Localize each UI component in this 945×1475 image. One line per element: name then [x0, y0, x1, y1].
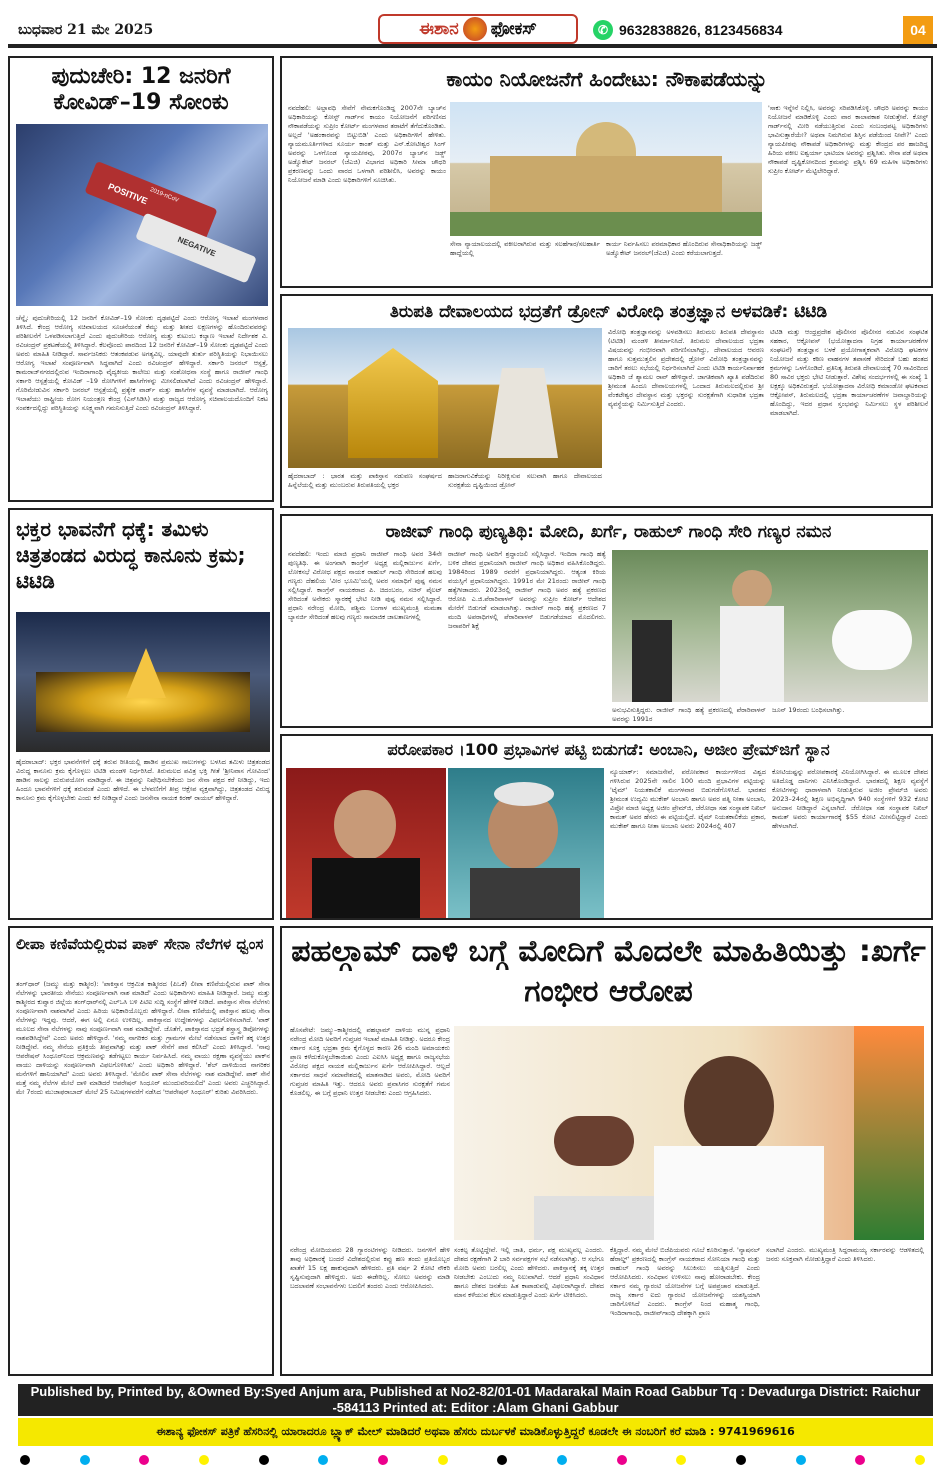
- kharge-col3: ಕೆತ್ತಿದ್ದಾರೆ. ನಮ್ಮ ಮೇಲೆ ಬಿಜೆಪಿಯವರು ಗೂಬೆ ಕೂರಿಸುತ್ತಾರೆ. 'ನ್ಯಾಷನಲ್ ಹೆರಾಲ್ಡ್' ಪ್ರಕರಣದಲ್ಲಿ ಕಾಂಗ್ರೆಸ್ ನಾಯಕರಾದ ಸೋನಿಯಾ ಗಾಂಧಿ ಮತ್ತು ರಾಹುಲ್ ಗಾಂಧಿ ಅವರನ್ನು ಸಿಲುಕಿಸಲು ಯತ್ನಿಸುತ್ತಿದೆ ಎಂದು ಆರೋಪಿಸಿದರು. ಸಂವಿಧಾನ ಉಳಿಸಲು ನಾವು ಹೋರಾಡಬೇಕು. ಕೇಂದ್ರ ಸರ್ಕಾರ ನಮ್ಮ ಗ್ಯಾರಂಟಿ ಯೋಜನೆಗಳ ಬಗ್ಗೆ ಅಪಪ್ರಚಾರ ಮಾಡುತ್ತಿದೆ. ರಾಜ್ಯ ಸರ್ಕಾರ ಐದು ಗ್ಯಾರಂಟಿ ಯೋಜನೆಗಳನ್ನು ಯಶಸ್ವಿಯಾಗಿ ಜಾರಿಗೊಳಿಸಿದೆ ಎಂದರು. ಕಾಂಗ್ರೆಸ್ ನಿಂದ ಮಹಾತ್ಮ ಗಾಂಧಿ, ಇಂದಿರಾಗಾಂಧಿ, ರಾಜೀವ್‌ಗಾಂಧಿ ದೇಶಕ್ಕಾಗಿ ಪ್ರಾಣ: [610, 1246, 760, 1317]
- reg-dot: [139, 1455, 149, 1465]
- article-devotees: [8, 508, 274, 920]
- reg-dot: [617, 1455, 627, 1465]
- brand-emblem-icon: [463, 17, 487, 41]
- tirumala-night-photo: [16, 612, 270, 752]
- reg-dot: [259, 1455, 269, 1465]
- brand-name-part2: ಫೋಕಸ್: [490, 19, 537, 39]
- headline-devotees[interactable]: ಭಕ್ತರ ಭಾವನೆಗೆ ಧಕ್ಕೆ: ತಮಿಳು ಚಿತ್ರತಂಡದ ವಿರುದ್ಧ ಕಾನೂನು ಕ್ರಮ; ಟಿಟಿಡಿ: [16, 517, 246, 593]
- reg-dot: [497, 1455, 507, 1465]
- brand-name-part1: ಈಶಾನ: [419, 19, 459, 39]
- phone-numbers: 9632838826, 8123456834: [619, 22, 783, 38]
- reg-dot: [318, 1455, 328, 1465]
- reg-dot: [199, 1455, 209, 1465]
- philanthropy-col1: ನ್ಯೂಯಾರ್ಕ್: ಸಮಾಜಸೇವೆ, ಪರೋಪಕಾರ ಕಾರ್ಯಗಳಿಂದ ವಿಶ್ವದ ಗಳಿಸಿರುವ 2025ನೇ ಸಾಲಿನ 100 ಮಂದಿ ಪ್ರಭಾವಿಗಳ ಪಟ್ಟಿಯನ್ನು 'ಟೈಮ್' ನಿಯತಕಾಲಿಕೆ ಮಂಗಳವಾರ ಬಿಡುಗಡೆಗೊಳಿಸಿದೆ. ಭಾರತದ ಶ್ರೀಮಂತ ಉದ್ಯಮಿ ಮುಕೇಶ್ ಅಂಬಾನಿ ಹಾಗೂ ಅವರ ಪತ್ನಿ ನೀತಾ ಅಂಬಾನಿ, ವಿಪ್ರೋ ಮಾಜಿ ಅಧ್ಯಕ್ಷ ಅಜೀಂ ಪ್ರೇಮ್‌ಜಿ, ಜೆರೋಧಾ ಸಹ ಸಂಸ್ಥಾಪಕ ನಿಖಿಲ್ ಕಾಮತ್ ಅವರ ಹೆಸರು ಈ ಪಟ್ಟಿಯಲ್ಲಿದೆ. ಟೈಮ್ ನಿಯತಕಾಲಿಕೆಯ ಪ್ರಕಾರ, ಮುಕೇಶ್ ಹಾಗೂ ನೀತಾ ಅಂಬಾನಿ ಅವರು 2024ರಲ್ಲಿ 407: [610, 768, 766, 830]
- issue-date: ಬುಧವಾರ 21 ಮೇ 2025: [18, 22, 154, 38]
- body-covid: ಚೆನ್ನೈ: ಪುದುಚೇರಿಯಲ್ಲಿ 12 ಜನರಿಗೆ ಕೋವಿಡ್–19 ಸೋಂಕು ದೃಢಪಟ್ಟಿದೆ ಎಂದು ಆರೋಗ್ಯ ಇಲಾಖೆ ಮಂಗಳವಾರ ತಿಳಿಸಿದೆ. ಕೇಂದ್ರ ಆರೋಗ್ಯ ಸಚಿವಾಲಯದ ಸೂಚನೆಯಂತೆ ಕೆಮ್ಮು ಮತ್ತು ಶೀತದ ಲಕ್ಷಣಗಳನ್ನು ಹೊಂದಿರುವವರನ್ನು ಪರಿಶೀಲನೆಗೆ ಒಳಪಡಿಸಲಾಗುತ್ತಿದೆ ಎಂದು ಪುದುಚೇರಿಯ ಆರೋಗ್ಯ ಮತ್ತು ಕುಟುಂಬ ಕಲ್ಯಾಣ ಇಲಾಖೆ ನಿರ್ದೇಶಕ ವಿ. ರವಿಚಂದ್ರನ್ ಪ್ರಕಟಣೆಯಲ್ಲಿ ತಿಳಿಸಿದ್ದಾರೆ. ಕೆಲವೊಂದು ಪಾರದಿಂದ 12 ಜನರಿಗೆ ಕೋವಿಡ್–19 ಸೋಂಕು ದೃಢಪಟ್ಟಿದೆ ಎಂದು ಅವರು ಮಾಹಿತಿ ನೀಡಿದ್ದಾರೆ. ಸಾರ್ವಜನಿಕರು ಆತಂಕಪಡುವ ಅಗತ್ಯವಿಲ್ಲ. ಯಾವುದೇ ತುರ್ತು ಪರಿಸ್ಥಿತಿಯನ್ನು ನಿಭಾಯಿಸಲು ಆರೋಗ್ಯ ಇಲಾಖೆ ಸಂಪೂರ್ಣವಾಗಿ ಸಿದ್ಧವಾಗಿದೆ ಎಂದು ರವಿಚಂದ್ರನ್ ಹೇಳಿದ್ದಾರೆ. ಸರ್ಕಾರಿ ಜನರಲ್ ಆಸ್ಪತ್ರೆ, ಕಾಮರಾಜ್‌ನಗರದಲ್ಲಿರುವ ಇಂದಿರಾಗಾಂಧಿ ವೈದ್ಯಕೀಯ ಕಾಲೇಜು ಮತ್ತು ಸಂಶೋಧನಾ ಸಂಸ್ಥೆ ಹಾಗೂ ರಾಜೀವ್ ಗಾಂಧಿ ಸರ್ಕಾರಿ ಆಸ್ಪತ್ರೆಯಲ್ಲಿ ಕೋವಿಡ್ –19 ರೋಗಿಗಳಿಗೆ ಹಾಸಿಗೆಗಳನ್ನು ಮೀಸಲಿಡಲಾಗಿದೆ ಎಂದು ರವಿಚಂದ್ರನ್ ಹೇಳಿದ್ದಾರೆ. ಗೊರಿಮೇಡುವಿನ ಸರ್ಕಾರಿ ಜನರಲ್ ಆಸ್ಪತ್ರೆಯಲ್ಲಿ ಪ್ರತ್ಯೇಕ ವಾರ್ಡ್ ಮತ್ತು ಹಾಸಿಗೆಗಳ ವ್ಯವಸ್ಥೆ ಮಾಡಲಾಗಿದೆ. ಆರೋಗ್ಯ ಇಲಾಖೆಯು ರಾಷ್ಟ್ರೀಯ ರೋಗ ನಿಯಂತ್ರಣ ಕೇಂದ್ರ (ಎನ್‌ಸಿಡಿಸಿ) ಮತ್ತು ರಾಜ್ಯದ ಆರೋಗ್ಯ ಸಚಿವಾಲಯದೊಂದಿಗೆ ನಿಕಟ ಸಂಪರ್ಕದಲ್ಲಿದ್ದು ಪರಿಸ್ಥಿತಿಯನ್ನು ಸೂಕ್ಷ್ಮವಾಗಿ ಗಮನಿಸುತ್ತಿದೆ ಎಂದು ರವಿಚಂದ್ರನ್ ತಿಳಿಸಿದ್ದಾರೆ.: [16, 314, 268, 412]
- reg-dot: [438, 1455, 448, 1465]
- headline-covid[interactable]: ಪುದುಚೇರಿ: 12 ಜನರಿಗೆ ಕೋವಿಡ್–19 ಸೋಂಕು: [51, 64, 231, 115]
- tirupati-col2: ಹಾಜರಾಗುವಿಕೆಯನ್ನು ನಿರೀಕ್ಷಿಸುವ ಸಲುವಾಗಿ ಹಾಗೂ ದೇವಾಲಯದ ಸುರಕ್ಷತೆಯ ದೃಷ್ಟಿಯಿಂದ ಡ್ರೋನ್: [448, 472, 602, 489]
- rajiv-col3: ಅನುಭವಿಸುತ್ತಿದ್ದರು. ರಾಜೀವ್ ಗಾಂಧಿ ಹತ್ಯೆ ಪ್ರಕರಣದಲ್ಲಿ ಪೆರಾರಿವಾಳನ್ ಅವರನ್ನು 1991ರ: [612, 706, 766, 723]
- covid-test-photo: [16, 124, 268, 306]
- reg-dot: [676, 1455, 686, 1465]
- body-pak-posts: ತಂಗ್‌ಧಾರ್ (ಜಮ್ಮು ಮತ್ತು ಕಾಶ್ಮೀರ): 'ಪಾಕಿಸ್ತಾನ ಆಕ್ರಮಿತ ಕಾಶ್ಮೀರದ (ಪಿಒಕೆ) ಲೀಪಾ ಕಣಿವೆಯಲ್ಲಿರುವ ಪಾಕ್ ಸೇನಾ ನೆಲೆಗಳನ್ನು ಭಾರತೀಯ ಸೇನೆಯು ಸಂಪೂರ್ಣವಾಗಿ ನಾಶ ಮಾಡಿದೆ' ಎಂದು ಅಧಿಕಾರಿಗಳು ಮಾಹಿತಿ ನೀಡಿದ್ದಾರೆ. ಜಮ್ಮು ಮತ್ತು ಕಾಶ್ಮೀರದ ಕುಪ್ವಾರ ಜಿಲ್ಲೆಯ ತಂಗ್‌ಧಾರ್‌ನಲ್ಲಿ ಎಲ್‌ಒಸಿ ಬಳಿ ಪಿಟಿಐ ಸುದ್ದಿ ಸಂಸ್ಥೆಗೆ ಹೇಳಿಕೆ ನೀಡಿದೆ. ಪಾಕಿಸ್ತಾನ ಸೇನಾ ನೆಲೆಗಳು ಸಂಪೂರ್ಣವಾಗಿ ನಾಶವಾಗಿವೆ ಎಂದು ಹಿರಿಯ ಅಧಿಕಾರಿಯೊಬ್ಬರು ಹೇಳಿದ್ದಾರೆ. ಲೀಪಾ ಕಣಿವೆಯಲ್ಲಿ ಪಾಕಿಸ್ತಾನ ಹಲವು ಸೇನಾ ನೆಲೆಗಳನ್ನು ಇದ್ದವು. ಆದರೆ, ಈಗ ಅಲ್ಲಿ ಏನೂ ಉಳಿದಿಲ್ಲ. ಪಾಕಿಸ್ತಾನದ ಉದ್ದೇಶಗಳನ್ನು ವಿಫಲಗೊಳಿಸಲಾಗಿದೆ. 'ಪಾಕ್ ಮೂಲದ ಸೇನಾ ನೆಲೆಗಳನ್ನು ನಾವು ಸಂಪೂರ್ಣವಾಗಿ ನಾಶ ಮಾಡಿದ್ದೇವೆ. ಜೊತೆಗೆ, ಪಾಕಿಸ್ತಾನದ ಭದ್ರತೆ ಶಸ್ತ್ರಾಸ್ತ್ರ ಡಿಪೋಗಳನ್ನು ನಾಶಪಡಿಸಿದ್ದೇವೆ' ಎಂದು ಅವರು ಹೇಳಿದ್ದಾರೆ. 'ನಮ್ಮ ನಾಗರಿಕರ ಮತ್ತು ಗ್ರಾಮಗಳ ಮೇಲೆ ನಡೆಸಲಾದ ದಾಳಿಗೆ ತಕ್ಕ ಉತ್ತರ ನೀಡಿದ್ದೇವೆ. ನಮ್ಮ ಸೇನೆಯ ಪ್ರತಿಕ್ರಿಯೆ ತೀವ್ರವಾಗಿತ್ತು ಮತ್ತು ಪಾಕ್ ಸೇನೆಗೆ ಪಾಠ ಕಲಿಸಿದೆ' ಎಂದು ತಿಳಿಸಿದ್ದಾರೆ. 'ನಾವು ಆಪರೇಷನ್ ಸಿಂಧೂರ್‌ನಿಂದ ಆಕ್ರಮಣವನ್ನು ತಡೆಗಟ್ಟಲು ಕಾರ್ಯ ನಿರ್ವಹಿಸಿದೆ. ನಮ್ಮ ವಾಯು ರಕ್ಷಣಾ ವ್ಯವಸ್ಥೆಯು ಪಾಕ್‌ನ ವಾಯು ದಾಳಿಯನ್ನು ಸಂಪೂರ್ಣವಾಗಿ ವಿಫಲಗೊಳಿಸಿತು' ಎಂದು ಅಧಿಕಾರಿ ಹೇಳಿದ್ದಾರೆ. 'ಶೆಲ್ ದಾಳಿಯಿಂದ ನಾಗರಿಕರ ಮನೆಗಳಿಗೆ ಹಾನಿಯಾಗಿದೆ' ಎಂದು ಅವರು ತಿಳಿಸಿದ್ದಾರೆ. 'ಮೇಲಿನ ಪಾಕ್ ಸೇನಾ ನೆಲೆಗಳನ್ನು ನಾಶ ಮಾಡಿದ್ದೇವೆ. ಪಾಕ್ ಸೇನೆ ಮತ್ತೆ ನಮ್ಮ ನೆಲೆಗಳ ಮೇಲೆ ದಾಳಿ ಮಾಡಿದರೆ ಆಪರೇಷನ್ ಸಿಂಧೂರ್ ಮುಂದುವರಿಯಲಿದೆ' ಎಂದು ಅವರು ಎಚ್ಚರಿಸಿದ್ದಾರೆ. ಮೇ 7ರಂದು ಮುಜಾಫರಾಬಾದ್ ಮೇಲೆ 25 ನಿಮಿಷಗಳವರೆಗೆ ನಡೆಸಿದ 'ಆಪರೇಷನ್ ಸಿಂಧೂರ್' ಕುರಿತು ವಿವರಿಸಿದರು.: [16, 980, 270, 1096]
- headline-kharge[interactable]: ಪಹಲ್ಗಾಮ್ ದಾಳಿ ಬಗ್ಗೆ ಮೋದಿಗೆ ಮೊದಲೇ ಮಾಹಿತಿಯಿತ್ತು :ಖರ್ಗೆ ಗಂಭೀರ ಆರೋಪ: [291, 934, 926, 1009]
- tube-label-ncov: 2019-nCoV: [148, 187, 180, 205]
- court-col3: ಕಾರ್ಯ ನಿರ್ವಹಿಸಲು ಪರಮಾಧಿಕಾರ ಹೊಂದಿರುವ ಸೇನಾಧಿಕಾರಿಯನ್ನು ಜಡ್ಜ್ ಅಡ್ವೊಕೇಟ್ ಜನರಲ್(ಜೆಎಜಿ) ಎಂದು ಕರೆಯಲಾಗುತ್ತದೆ.: [606, 240, 762, 257]
- registration-marks: [20, 1455, 925, 1467]
- article-philanthropy: [280, 734, 933, 920]
- rajiv-col2: ರಾಜೀವ್ ಗಾಂಧಿ ಅವರಿಗೆ ಶ್ರದ್ಧಾಂಜಲಿ ಸಲ್ಲಿಸಿದ್ದಾರೆ. ಇಂದಿರಾ ಗಾಂಧಿ ಹತ್ಯೆ ಬಳಿಕ ದೇಶದ ಪ್ರಧಾನಿಯಾಗಿ ರಾಜೀವ್ ಗಾಂಧಿ ಅಧಿಕಾರ ವಹಿಸಿಕೊಂಡಿದ್ದರು. 1984ರಿಂದ 1989 ರವರೆಗೆ ಪ್ರಧಾನಿಯಾಗಿದ್ದರು. ಆತ್ಯಂತ ಕಿರಿಯ ವಯಸ್ಸಿಗೆ ಪ್ರಧಾನಿಯಾಗಿದ್ದರು. 1991ರ ಮೇ 21ರಂದು ರಾಜೀವ್ ಗಾಂಧಿ ಹತ್ಯೆಗೀಡಾದರು. 2023ರಲ್ಲಿ ರಾಜೀವ್ ಗಾಂಧಿ ಅವರ ಹತ್ಯೆ ಪ್ರಕರಣದ ಆರೋಪಿ ಎ.ಜಿ.ಪೆರಾರಿವಾಳನ್ ಅವರನ್ನು ಸುಪ್ರೀಂ ಕೋರ್ಟ್ ಆದೇಶದ ಮೇರೆಗೆ ಬಿಡುಗಡೆ ಮಾಡಲಾಗಿತ್ತು. ರಾಜೀವ್ ಗಾಂಧಿ ಹತ್ಯೆ ಪ್ರಕರಣದ 7 ಮಂದಿ ಅಪರಾಧಿಗಳಲ್ಲಿ ಪೆರಾರಿವಾಳನ್ ಬಿಡುಗಡೆಯಾದ ಮೊದಲಿಗರು. ಜನಾಪರಿಗೆ ಶಿಕ್ಷೆ: [448, 550, 606, 630]
- tirupati-col4: ಟಿಟಿಡಿ ಮತ್ತು ಆಂಧ್ರಪ್ರದೇಶ ಪೊಲೀಸರ ಪೊಲೀಸರ ನಡುವಿನ ಸಂಘಟಿತ ಸಹಕಾರ, ಆಕ್ಟೋಪಸ್ (ಭಯೋತ್ಪಾದನಾ ನಿಗ್ರಹ ಕಾರ್ಯಾಚರಣೆಗಳ ಸಂಘಟನೆ) ತಂತ್ರಜ್ಞಾನ ಬಳಕೆ ಪ್ರಯೋಗಾತ್ಮಕವಾಗಿ ವಿರೋಧಿ ಘಟಕಗಳ ನಿಯೋಜನೆ ಮತ್ತು ಕಠಿಣ ವಾಹನಗಳ ತಪಾಸಣೆ ಸೇರಿದಂತೆ ಬಹು ಹಂತದ ಕ್ರಮಗಳನ್ನು ಒಳಗೊಂಡಿದೆ. ಪ್ರತಿನಿತ್ಯ ತಿರುಪತಿ ದೇವಾಲಯಕ್ಕೆ 70 ಸಾವಿರದಿಂದ 80 ಸಾವಿರ ಭಕ್ತರು ಭೇಟಿ ನೀಡುತ್ತಾರೆ. ವಿಶೇಷ ಸಂದರ್ಭಗಳಲ್ಲಿ ಈ ಸಂಖ್ಯೆ 1 ಲಕ್ಷಕ್ಕೂ ಅಧಿಕವಿರುತ್ತದೆ. ಭಯೋತ್ಪಾದನಾ ವಿರೋಧಿ ಕಮಾಂಡೋ ಘಟಕವಾದ ಆಕ್ಟೋಪಸ್, ತಿರುಮಲದಲ್ಲಿ ಭದ್ರತಾ ಕಾರ್ಯಾಚರಣೆಗಳ ಜವಾಬ್ದಾರಿಯನ್ನು ಹೊಂದಿದ್ದು, ಇದರ ಪ್ರಧಾನ ಸ್ತಂಭವನ್ನು ನಿರ್ಮಿಸಲು ಸ್ಥಳ ಪರಿಶೀಲನೆ ಮಾಡಲಾಗಿದೆ.: [770, 328, 928, 417]
- tube-label-positive: POSITIVE: [106, 181, 149, 207]
- rajiv-col1: ನವದೆಹಲಿ: ಇಂದು ಮಾಜಿ ಪ್ರಧಾನಿ ರಾಜೀವ್ ಗಾಂಧಿ ಅವರ 34ನೇ ಪುಣ್ಯತಿಥಿ. ಈ ಅಂಗವಾಗಿ ಕಾಂಗ್ರೆಸ್ ಅಧ್ಯಕ್ಷ ಮಲ್ಲಿಕಾರ್ಜುನ ಖರ್ಗೆ, ಲೋಕಸಭೆ ವಿರೋಧ ಪಕ್ಷದ ನಾಯಕ ರಾಹುಲ್ ಗಾಂಧಿ ಸೇರಿದಂತೆ ಹಲವು ಗಣ್ಯರು ದೆಹಲಿಯ 'ವೀರ ಭೂಮಿ'ಯಲ್ಲಿ ಅವರ ಸಮಾಧಿಗೆ ಪುಷ್ಪ ನಮನ ಸಲ್ಲಿಸಿದ್ದಾರೆ. ಕಾಂಗ್ರೆಸ್ ನಾಯಕರಾದ ಪಿ. ಚಿದಂಬರಂ, ಸಚಿನ್ ಪೈಲಟ್ ಸೇರಿದಂತೆ ಅನೇಕರು ಸ್ಮಾರಕಕ್ಕೆ ಭೇಟಿ ನೀಡಿ ಪುಷ್ಪ ನಮನ ಸಲ್ಲಿಸಿದ್ದಾರೆ. ಪ್ರಧಾನಿ ನರೇಂದ್ರ ಮೋದಿ, ಪಶ್ಚಿಮ ಬಂಗಾಳ ಮುಖ್ಯಮಂತ್ರಿ ಮಮತಾ ಬ್ಯಾನರ್ಜಿ ಸೇರಿದಂತೆ ಹಲವು ಗಣ್ಯರು ಸಾಮಾಜಿಕ ಜಾಲತಾಣಗಳಲ್ಲಿ: [288, 550, 442, 621]
- article-rajiv: [280, 514, 933, 728]
- body-devotees: ಹೈದರಾಬಾದ್: ಭಕ್ತರ ಭಾವನೆಗಳಿಗೆ ಧಕ್ಕೆ ತರುವ ರೀತಿಯಲ್ಲಿ ಹಾಡಿನ ಪ್ರಮುಖ ಸಾಲುಗಳನ್ನು ಬಳಸಿದ ತಮಿಳು ಚಿತ್ರತಂಡದ ವಿರುದ್ಧ ಕಾನೂನು ಕ್ರಮ ಕೈಗೊಳ್ಳಲು ಟಿಟಿಡಿ ಮಂಡಳಿ ನಿರ್ಧರಿಸಿದೆ. ತಿರುಮಲದ ಪವಿತ್ರ ಭಕ್ತಿ ಗೀತೆ 'ಶ್ರೀನಿವಾಸ ಗೋವಿಂದ' ಹಾಡಿನ ಸಾಲನ್ನು ದುರುಪಯೋಗ ಮಾಡಿದ್ದಾರೆ. ಈ ಚಿತ್ರವನ್ನು ನಿಷೇಧಿಸಬೇಕೆಂದು ಜನ ಸೇನಾ ಪಕ್ಷದ ಕರೆ ನೀಡಿದ್ದು, ಇದು ಹಿಂದೂ ಭಾವನೆಗಳಿಗೆ ಧಕ್ಕೆ ತರುವಂತೆ ಎಂದು ಹೇಳಿದೆ. ಈ ಬೆಳವಣಿಗೆಗೆ ತೀವ್ರ ಆಕ್ಷೇಪ ವ್ಯಕ್ತವಾಗಿದ್ದು, ಚಿತ್ರತಂಡದ ವಿರುದ್ಧ ಕಾನೂನು ಕ್ರಮ ಕೈಗೊಳ್ಳಬೇಕು ಎಂದು ಕರೆ ನೀಡಿದ್ದಾರೆ ಎಂದು ಜನಸೇನಾ ನಾಯಕ ಕಿರಣ್ ರಾಯಲ್ ಹೇಳಿದ್ದಾರೆ.: [16, 758, 270, 802]
- kharge-speech-photo: [454, 1026, 924, 1240]
- reg-dot: [736, 1455, 746, 1465]
- rahul-tribute-photo: [612, 550, 928, 702]
- kharge-col4: ಸಲಾಗಿದೆ ಎಂದರು. ಮುಖ್ಯಮಂತ್ರಿ ಸಿದ್ದರಾಮಯ್ಯ ಸರ್ಕಾರವನ್ನು ಆಡಳಿತದಲ್ಲಿ ಜನರು ಸೂಕ್ತವಾಗಿ ನೋಡುತ್ತಿದ್ದಾರೆ ಎಂದು ತಿಳಿಸಿದರು.: [766, 1246, 924, 1263]
- court-col1: ನವದೆಹಲಿ: ಅಲ್ಪಾವಧಿ ಸೇವೆಗೆ ನೇಮಕಗೊಂಡಿದ್ದ 2007ನೇ ಬ್ಯಾಚ್‌ನ ಅಧಿಕಾರಿಯನ್ನು ಕೋಸ್ಟ್ ಗಾರ್ಡ್‌ನ ಕಾಯಂ ನಿಯೋಜನೆಗೆ ಪರಿಗಣಿಸದ ನೌಕಾಪಡೆಯನ್ನು ಸುಪ್ರೀಂ ಕೋರ್ಟ್ ಮಂಗಳವಾರ ತರಾಟೆಗೆ ತೆಗೆದುಕೊಂಡಿತು. ಅಲ್ಲದೆ 'ಅಹಂಕಾರವನ್ನು ಬಿಟ್ಟುಬಿಡಿ' ಎಂದು ಅಧಿಕಾರಿಗಳಿಗೆ ಹೇಳಿತು. ನ್ಯಾಯಮೂರ್ತಿಗಳಾದ ಸೂರ್ಯ ಕಾಂತ್ ಮತ್ತು ಎನ್.ಕೋಟೀಶ್ವರ ಸಿಂಗ್ ಅವರನ್ನು ಒಳಗೊಂಡ ನ್ಯಾಯಪೀಠವು, 2007ರ ಬ್ಯಾಚ್‌ನ ಜಡ್ಜ್ ಅಡ್ವೊಕೇಟ್ ಜನರಲ್ (ಜೆಎಜಿ) ವಿಭಾಗದ ಅಧಿಕಾರಿ ಸೀಮಾ ಚೌಧರಿ ಪ್ರಕರಣವನ್ನು ಒಂದು ವಾರದ ಒಳಗಾಗಿ ಪರಿಶೀಲಿಸಿ, ಅವರನ್ನು ಕಾಯಂ ನಿಯೋಜನೆ ಮಾಡಿ ಎಂದು ಅಧಿಕಾರಿಗಳಿಗೆ ಸೂಚಿಸಿತು.: [288, 104, 446, 184]
- reg-dot: [915, 1455, 925, 1465]
- reg-dot: [20, 1455, 30, 1465]
- newspaper-logo: [378, 14, 578, 44]
- tirumala-temple-photo: [288, 328, 602, 468]
- article-tirupati-drone: [280, 294, 933, 508]
- reg-dot: [378, 1455, 388, 1465]
- tube-label-negative: NEGATIVE: [176, 234, 218, 259]
- kharge-col1: ಹೊಸಪೇಟೆ: ಜಮ್ಮು–ಕಾಶ್ಮೀರದಲ್ಲಿ ಪಹಲ್ಗಾಮ್ ದಾಳಿಯ ಮುನ್ನ ಪ್ರಧಾನಿ ನರೇಂದ್ರ ಮೋದಿ ಅವರಿಗೆ ಗುಪ್ತಚರ ಇಲಾಖೆ ಮಾಹಿತಿ ನೀಡಿತ್ತು. ಅದರೂ ಕೇಂದ್ರ ಸರ್ಕಾರ ಸೂಕ್ತ ಭದ್ರತಾ ಕ್ರಮ ಕೈಗೊಳ್ಳದ ಕಾರಣ 26 ಮಂದಿ ಅಮಾಯಕರು ಪ್ರಾಣ ಕಳೆದುಕೊಳ್ಳಬೇಕಾಯಿತು ಎಂದು ಎಐಸಿಸಿ ಅಧ್ಯಕ್ಷ ಹಾಗೂ ರಾಜ್ಯಸಭೆಯ ವಿರೋಧ ಪಕ್ಷದ ನಾಯಕ ಮಲ್ಲಿಕಾರ್ಜುನ ಖರ್ಗೆ ಆರೋಪಿಸಿದ್ದಾರೆ. ಆಲ್ಲದೆ ಸರ್ಕಾರದ ಸಾಧನೆ ಸಮಾವೇಶದಲ್ಲಿ ಮಾತನಾಡಿದ ಅವರು, ಮೋದಿ ಅವರಿಗೆ ಗುಪ್ತಚರ ಮಾಹಿತಿ ಇತ್ತು. ಆದರೂ ಅವರು ಪ್ರವಾಸಿಗರ ಸುರಕ್ಷತೆಗೆ ಗಮನ ಕೊಡಲಿಲ್ಲ. ಈ ಬಗ್ಗೆ ಪ್ರಧಾನಿ ಉತ್ತರ ನೀಡಬೇಕು ಎಂದು ಆಗ್ರಹಿಸಿದರು.: [290, 1026, 450, 1097]
- article-court: [280, 56, 933, 288]
- reg-dot: [80, 1455, 90, 1465]
- tirupati-col3: ವಿರೋಧಿ ತಂತ್ರಜ್ಞಾನವನ್ನು ಅಳವಡಿಸಲು ತಿರುಮಲ ತಿರುಪತಿ ದೇವಸ್ಥಾನಂ (ಟಿಟಿಡಿ) ಮಂಡಳಿ ತೀರ್ಮಾನಿಸಿದೆ. ತಿರುಮಲ ದೇವಾಲಯದ ಭದ್ರತಾ ವಿಷಯವನ್ನು ಗಂಭೀರವಾಗಿ ಪರಿಗಣಿಸಲಾಗಿದ್ದು, ದೇವಾಲಯದ ಆವರಣ ಹಾಗೂ ಸುತ್ತಮುತ್ತಲಿನ ಪ್ರದೇಶದಲ್ಲಿ ಡ್ರೋನ್ ವಿರೋಧಿ ತಂತ್ರಜ್ಞಾನವನ್ನು ಜಾರಿಗೆ ತರಲು ಸಭೆಯಲ್ಲಿ ನಿರ್ಧರಿಸಲಾಗಿದೆ ಎಂದು ಟಿಟಿಡಿ ಕಾರ್ಯನಿರ್ವಾಹಕ ಅಧಿಕಾರಿ ಜೆ ಶ್ಯಾಮಲ ರಾವ್ ಹೇಳಿದ್ದಾರೆ. ಜಾಗತಿಕವಾಗಿ ಖ್ಯಾತಿ ಪಡೆದಿರುವ ಶ್ರೀಮಂತ ಹಿಂದೂ ದೇವಾಲಯಗಳಲ್ಲಿ ಒಂದಾದ ತಿರುಮಲದಲ್ಲಿರುವ ಶ್ರೀ ವೆಂಕಟೇಶ್ವರ ದೇವಸ್ಥಾನ ಮತ್ತು ಭಕ್ತರನ್ನು ಸುರಕ್ಷತೆಗಾಗಿ ಸುಧಾರಿತ ಭದ್ರತಾ ವ್ಯವಸ್ಥೆಯನ್ನು ನಿರ್ಮಿಸುತ್ತಿದೆ ಎಂದರು.: [608, 328, 764, 408]
- kharge-col2: ಸಂಕಲ್ಪ ತೊಟ್ಟಿದ್ದೇವೆ. ಇಲ್ಲಿ ಜಾತಿ, ಧರ್ಮ, ಪಕ್ಷ ಮುಖ್ಯವಲ್ಲ ಎಂದರು. ದೇಶದ ರಕ್ಷಣೆಗಾಗಿ 2 ಬಾರಿ ಸರ್ವಪಕ್ಷಗಳ ಸಭೆ ನಡೆಸಲಾಗಿತ್ತು. ಆ ಸಭೆಗೂ ಮೋದಿ ಅವರು ಬರಲಿಲ್ಲ ಎಂದು ಹೇಳಿದರು. ಪಾಕಿಸ್ತಾನಕ್ಕೆ ತಕ್ಕ ಉತ್ತರ ನೀಡಬೇಕು ಎಂಬುದು ನಮ್ಮ ನಿಲುವಾಗಿದೆ. ಆದರೆ ಪ್ರಧಾನಿ ಸಂವಿಧಾನ ಹಾಗೂ ದೇಶದ ಜನತೆಯ ಹಿತ ಕಾಪಾಡುವಲ್ಲಿ ವಿಫಲರಾಗಿದ್ದಾರೆ. ದೇಶದ ಮಾನ ಕಳೆಯುವ ಕೆಲಸ ಮಾಡುತ್ತಿದ್ದಾರೆ ಎಂದು ಖರ್ಗೆ ಟೀಕಿಸಿದರು.: [454, 1246, 604, 1299]
- philanthropy-col2: ಕೋಟಿಯಷ್ಟನ್ನು ಪರೋಪಕಾರಕ್ಕೆ ವಿನಿಯೋಗಿಸಿದ್ದಾರೆ. ಈ ಮೂಲಕ ದೇಶದ ಅತಿದೊಡ್ಡ ದಾನಿಗಳು ಎನಿಸಿಕೊಂಡಿದ್ದಾರೆ. ಭಾರತದಲ್ಲಿ ಶಿಕ್ಷಣ ವ್ಯವಸ್ಥೆಗೆ ಕೋಟಿಗಳನ್ನು ಧಾರಾಳವಾಗಿ ನೀಡುತ್ತಿರುವ ಅಜೀಂ ಪ್ರೇಮ್‌ಜಿ ಅವರು 2023–24ರಲ್ಲಿ ಶಿಕ್ಷಣ ಅಭಿವೃದ್ಧಿಗಾಗಿ 940 ಸಂಸ್ಥೆಗಳಿಗೆ 932 ಕೋಟಿ ಅನುದಾನ ನೀಡಿದ್ದಾರೆ ಎನ್ನಲಾಗಿದೆ. ಜೆರೋಧಾ ಸಹ ಸಂಸ್ಥಾಪಕ ನಿಖಿಲ್ ಕಾಮತ್ ಅವರು ಕಾರ್ಯಾಗಾರಕ್ಕೆ $55 ಕೋಟಿ ಮೀಸಲಿಟ್ಟಿದ್ದಾರೆ ಎಂದು ಹೇಳಲಾಗಿದೆ.: [772, 768, 928, 830]
- court-col4: 'ಸಾಕು ಇನ್ನೇನೆ ನಿಲ್ಲಿಸಿ, ಅವರನ್ನು ಸರಿಪಡಿಸಿಕೊಳ್ಳಿ. ಚೌಧರಿ ಅವರನ್ನು ಕಾಯಂ ನಿಯೋಜನೆ ಮಾಡಿಕೊಳ್ಳಿ ಎಂದು ವಾರ ಕಾಲಾವಕಾಶ ನೀಡುತ್ತೇವೆ. ಕೋಸ್ಟ್ ಗಾರ್ಡ್‌ನಲ್ಲಿ ಮೀರಿ ನಡೆಯುತ್ತಿರುವ ಎಂದು ಸಂಬಂಧಪಟ್ಟ ಅಧಿಕಾರಿಗಳು ಭಾವಿಸುತ್ತಾರೆಯೇ? ಅಥವಾ ನಿಮಗಿರುವ ಶಿಸ್ತಿನ ಪಡೆಯಿಂದ ನೀವೇ?' ಎಂದು ನ್ಯಾಯಪೀಠವು ನೌಕಾಪಡೆ ಅಧಿಕಾರಿಗಳನ್ನು ಮತ್ತು ಕೇಂದ್ರದ ಪರ ಹಾಜರಿದ್ದ ಹಿರಿಯ ವಕೀಲ ಐಶ್ವರ್ಯಾ ಭಾಟಿಯಾ ಅವರನ್ನು ಪ್ರಶ್ನಿಸಿತು. ಸೇನಾ ಪಡೆ ಅಥವಾ ನೌಕಾಪಡೆ ದೃಷ್ಟಿಕೋನದಿಂದ ಕ್ರಮವನ್ನು ಪ್ರಶ್ನಿಸಿ 69 ಮಹಿಳಾ ಅಧಿಕಾರಿಗಳು ಸುಪ್ರೀಂ ಕೋರ್ಟ್ ಮೆಟ್ಟಿಲೇರಿದ್ದಾರೆ.: [768, 104, 928, 175]
- article-kharge: [280, 926, 933, 1376]
- reg-dot: [557, 1455, 567, 1465]
- rajiv-col4: ಜೂನ್ 19ರಂದು ಬಂಧಿಸಲಾಗಿತ್ತು.: [772, 706, 845, 714]
- headline-rajiv[interactable]: ರಾಜೀವ್ ಗಾಂಧಿ ಪುಣ್ಯತಿಥಿ: ಮೋದಿ, ಖರ್ಗೆ, ರಾಹುಲ್ ಗಾಂಧಿ ಸೇರಿ ಗಣ್ಯರ ನಮನ: [385, 522, 832, 542]
- blackmail-warning: ಈಶಾನ್ಯ ಫೋಕಸ್ ಪತ್ರಿಕೆ ಹೆಸರಿನಲ್ಲಿ ಯಾರಾದರೂ ಬ್ಲ್ಯಾಕ್ ಮೇಲ್ ಮಾಡಿದರೆ ಅಥವಾ ಹೆಸರು ದುರ್ಬಳಕೆ ಮಾಡಿಕೊಳ್ಳುತ್ತಿದ್ದರೆ ಕೂಡಲೇ ಈ ನಂಬರಿಗೆ ಕರೆ ಮಾಡಿ : 9741969616: [18, 1418, 933, 1446]
- page-number: 04: [903, 16, 933, 44]
- reg-dot: [855, 1455, 865, 1465]
- article-covid: [8, 56, 274, 502]
- whatsapp-icon: ✆: [593, 20, 613, 40]
- headline-tirupati-drone[interactable]: ತಿರುಪತಿ ದೇವಾಲಯದ ಭದ್ರತೆಗೆ ಡ್ರೋನ್ ವಿರೋಧಿ ತಂತ್ರಜ್ಞಾನ ಅಳವಡಿಕೆ: ಟಿಟಿಡಿ: [389, 302, 828, 322]
- tirupati-col1: ಹೈದರಾಬಾದ್ : ಭಾರತ ಮತ್ತು ಪಾಕಿಸ್ತಾನ ನಡುವಣ ಸಂಘರ್ಷದ ಹಿನ್ನೆಲೆಯಲ್ಲಿ ಮತ್ತು ಮುಂಬರುವ ತಿರುಪತಿಯಲ್ಲಿ ಭಕ್ತರ: [288, 472, 442, 489]
- kharge-col5: ನರೇಂದ್ರ ಮೋದಿಯವರು 28 ಗ್ಯಾರಂಟಿಗಳನ್ನು ನೀಡಿದರು. ಜನಗಳಿಗೆ ಹೇಳಿ ತಾವು ಅಧಿಕಾರಕ್ಕೆ ಬಂದರೆ ವಿದೇಶದಲ್ಲಿರುವ ಕಪ್ಪು ಹಣ ತಂದು ಪ್ರತಿಯೊಬ್ಬರ ಖಾತೆಗೆ 15 ಲಕ್ಷ ಹಾಕುವುದಾಗಿ ಹೇಳಿದರು. ಪ್ರತಿ ವರ್ಷ 2 ಕೋಟಿ ನೌಕರಿ ಸೃಷ್ಟಿಸುವುದಾಗಿ ಹೇಳಿದ್ದರು. ಅದು ಈಡೇರಿಲ್ಲ. ಸೋಲು ಅವರನ್ನು ಮಾಡಿ ಬದಲಾವಣೆ ಸಂಭಾವನೆಗಳು ಬದಲಿಗೆ ತಂದರು ಎಂದು ಆರೋಪಿಸಿದರು.: [290, 1246, 450, 1290]
- reg-dot: [796, 1455, 806, 1465]
- premji-photo: [448, 768, 604, 918]
- article-pak-posts: [8, 926, 274, 1376]
- court-col2: ಸೇನಾ ನ್ಯಾಯಾಲಯದಲ್ಲಿ ವಕೀಲರಾಗಿರುವ ಮತ್ತು ಸಲಹೆಗಾರ/ಸಲಹಾರ್ತಿ ಹಾದ್ದೆಯಲ್ಲಿ: [450, 240, 600, 257]
- ambani-photo: [286, 768, 446, 918]
- headline-philanthropy[interactable]: ಪರೋಪಕಾರ ।100 ಪ್ರಭಾವಿಗಳ ಪಟ್ಟಿ ಬಿಡುಗಡೆ: ಅಂಬಾನಿ, ಅಜೀಂ ಪ್ರೇಮ್‌ಜಿಗೆ ಸ್ಥಾನ: [387, 740, 830, 759]
- masthead: [8, 12, 937, 48]
- supreme-court-photo: [450, 102, 762, 236]
- headline-court[interactable]: ಕಾಯಂ ನಿಯೋಜನೆಗೆ ಹಿಂದೇಟು: ನೌಕಾಪಡೆಯನ್ನು: [446, 67, 768, 91]
- headline-pak-posts[interactable]: ಲೀಪಾ ಕಣಿವೆಯಲ್ಲಿರುವ ಪಾಕ್ ಸೇನಾ ನೆಲೆಗಳ ಧ್ವಂಸ: [16, 935, 264, 953]
- contact-phones: [593, 20, 783, 40]
- publisher-imprint: Published by, Printed by, &Owned By:Syed Anjum ara, Published at No2-82/01-01 Madarakal Main Road Gabbur Tq : Devadurga District: Raichur -584113 Printed at: Editor :Alam Ghani Gabbur: [18, 1384, 933, 1416]
